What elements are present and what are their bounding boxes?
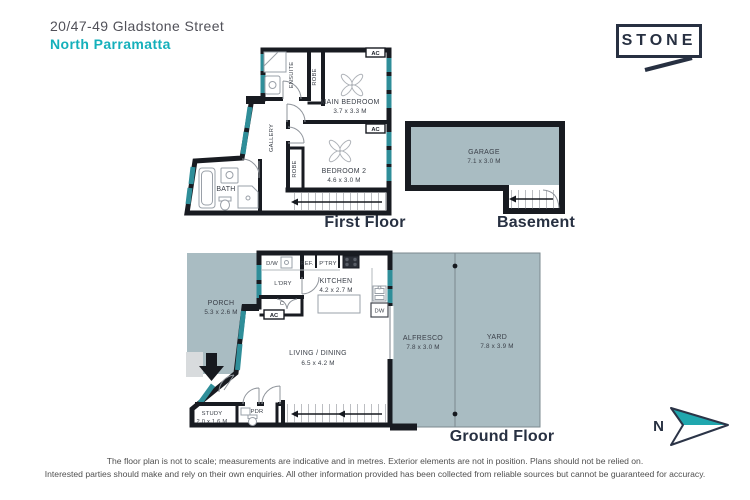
main-bedroom-dims: 3.7 x 3.3 M bbox=[333, 108, 367, 115]
living-dining-dims: 6.5 x 4.2 M bbox=[301, 360, 335, 367]
disclaimer bbox=[0, 455, 750, 481]
basement-plan bbox=[408, 124, 576, 231]
ac-unit-1 bbox=[366, 48, 385, 57]
yard-dims: 7.8 x 3.9 M bbox=[480, 343, 514, 350]
alfresco-dims: 7.8 x 3.0 M bbox=[406, 344, 440, 351]
first-floor-title: First Floor bbox=[324, 214, 406, 231]
disclaimer-line1: The floor plan is not to scale; measurements are indicative and in metres. Exterior elements are not in position. Plans should not be relied on. bbox=[106, 456, 644, 466]
ref-label: REF. bbox=[300, 261, 314, 267]
disclaimer-line2: Interested parties should make and rely on their own enquiries. All other information provided has been collected from reliable sources but cannot be guaranteed for accuracy. bbox=[44, 468, 706, 479]
bedroom2-label: BEDROOM 2 bbox=[321, 168, 367, 175]
dishwasher-label: DW bbox=[374, 308, 385, 315]
basement-stairs bbox=[509, 190, 559, 209]
pantry-label: P'TRY bbox=[319, 261, 337, 267]
property-address: 20/47-49 Gladstone Street bbox=[50, 18, 225, 34]
fence-post bbox=[453, 264, 458, 269]
ac-label-2: AC bbox=[371, 127, 380, 133]
bedroom2-dims: 4.6 x 3.0 M bbox=[327, 177, 361, 184]
fence-post bbox=[453, 412, 458, 417]
property-suburb: North Parramatta bbox=[50, 35, 171, 52]
garage-fill bbox=[411, 127, 559, 185]
first-floor-plan bbox=[187, 48, 406, 231]
ac-label-1: AC bbox=[371, 51, 380, 57]
ensuite-label: ENSUITE bbox=[289, 61, 295, 89]
garage-dims: 7.1 x 3.0 M bbox=[467, 158, 501, 165]
bath-label: BATH bbox=[216, 186, 236, 193]
ground-floor-title: Ground Floor bbox=[449, 428, 555, 445]
porch-dims: 5.3 x 2.6 M bbox=[204, 309, 238, 316]
closet-label: C bbox=[279, 301, 285, 307]
ground-floor-plan bbox=[186, 253, 554, 445]
study-dims: 2.0 x 1.6 M bbox=[196, 419, 228, 425]
first-floor-stairs bbox=[290, 193, 386, 210]
ac-unit-3 bbox=[264, 310, 284, 319]
wall-jut bbox=[242, 304, 259, 311]
north-compass bbox=[653, 408, 728, 445]
robe-label: ROBE bbox=[312, 68, 318, 86]
study-label: STUDY bbox=[201, 411, 223, 417]
main-bedroom-label: MAIN BEDROOM bbox=[320, 99, 380, 106]
dw-top-label: D/W bbox=[266, 261, 278, 267]
living-dining-label: LIVING / DINING bbox=[289, 350, 347, 357]
ground-floor-stairs bbox=[286, 404, 387, 423]
alfresco-label: ALFRESCO bbox=[402, 335, 444, 342]
kitchen-dims: 4.2 x 2.7 M bbox=[319, 287, 353, 294]
ac-unit-2 bbox=[366, 124, 385, 133]
kitchen-label: KITCHEN bbox=[319, 278, 353, 285]
laundry-label: L'DRY bbox=[274, 281, 292, 287]
porch-label: PORCH bbox=[207, 300, 235, 307]
north-label: N bbox=[653, 418, 664, 435]
ceiling-fan-icon bbox=[319, 130, 360, 171]
robe2-label: ROBE bbox=[292, 160, 298, 178]
basement-title: Basement bbox=[496, 214, 576, 231]
pdr-label: PDR bbox=[250, 409, 264, 415]
ac-label-3: AC bbox=[269, 313, 279, 319]
gallery-label: GALLERY bbox=[269, 123, 275, 153]
garage-label: GARAGE bbox=[468, 149, 500, 156]
entry-step bbox=[186, 352, 203, 377]
yard-label: YARD bbox=[486, 334, 508, 341]
stone-logo-text: STONE bbox=[621, 32, 697, 49]
